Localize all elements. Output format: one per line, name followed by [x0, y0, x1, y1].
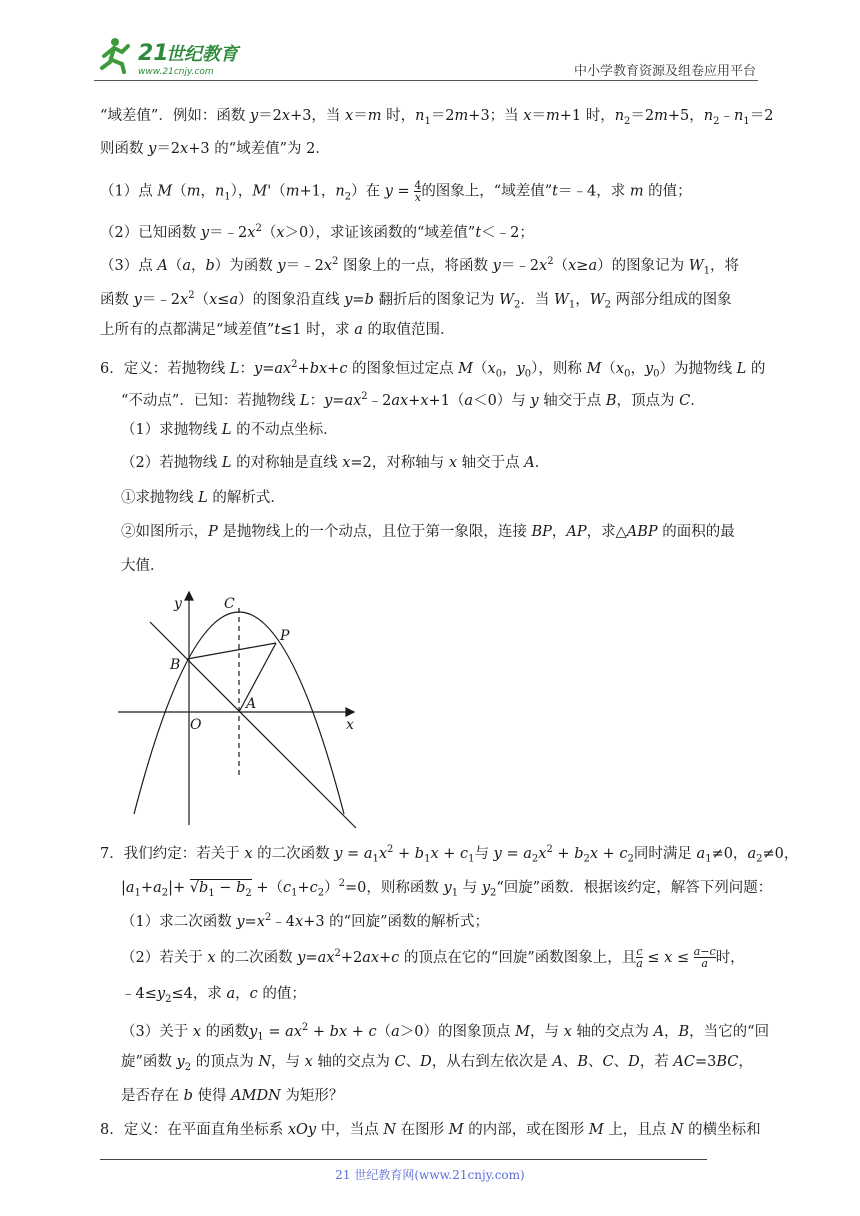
text-line: 大值． — [121, 558, 165, 574]
header-divider — [94, 80, 758, 81]
label-a: A — [246, 696, 257, 712]
text-line: （1）求抛物线 L 的不动点坐标． — [121, 422, 338, 438]
text-line: 函数 $y=﹣2x^2(x\le a)$的图象沿直线 y=b 翻折后的图象记为 $W_2$．当 $W_1$，$W_2$ 两部分组成的图象 — [100, 290, 732, 311]
platform-name: 中小学教育资源及组卷应用平台 — [573, 64, 756, 79]
label-o: O — [190, 717, 202, 733]
y-axis-arrow — [185, 592, 193, 600]
text-line: （1）点 M（m，$n_1$），M'（m+1，$n_2$）在 y = $\frac{4}{x}$ 的图象上，“域差值”t＝﹣4，求 m 的值； — [100, 179, 692, 204]
svg-text:21: 21 — [138, 41, 169, 66]
segment-ap — [239, 643, 276, 712]
label-c: C — [224, 596, 235, 612]
text-line: $﹣4\le y_2\le 4$，求 a，c 的值； — [121, 986, 306, 1005]
segment-bp — [187, 643, 276, 659]
question-7-line: 7．我们约定：若关于 x 的二次函数 $y = a_1x^2 + b_1x + c_1$与 $y = a_2x^2 + b_2x + c_2$同时满足 $a_1\ne 0$，$a_2\ne 0$， — [100, 844, 799, 865]
text-line: （3）点 A（a，b）为函数 $y=﹣2x^2$ 图象上的一点，将函数 $y=﹣2x^2(x\ge a)$的图象记为 $W_1$，将 — [100, 256, 739, 277]
text-line: （3）关于 x 的函数$y_1 = ax^2$ + bx + c（a＞0）的图象顶点 M，与 x 轴的交点为 A，B，当它的“回 — [121, 1022, 770, 1043]
text-line: 是否存在 b 使得 AMDN 为矩形？ — [121, 1088, 344, 1104]
line-ba — [150, 622, 356, 828]
page-header — [0, 0, 860, 82]
question-8-line: 8．定义：在平面直角坐标系 xOy 中，当点 N 在图形 M 的内部，或在图形 M 上，且点 N 的横坐标和 — [100, 1122, 761, 1138]
text-line: 上所有的点都满足“域差值”t≤1 时，求 a 的取值范围． — [100, 322, 455, 338]
text-line: $|a_1+a_2|+ √b_1 - b_2 +(c_1+c_2)^2=0$，则称函数 $y_1$ 与 $y_2“$回旋”函数．根据该约定，解答下列问题： — [121, 878, 773, 899]
footer-source[interactable]: 21 世纪教育网(www.21cnjy.com) — [335, 1168, 525, 1182]
text-line: ①求抛物线 L 的解析式． — [121, 490, 285, 506]
svg-text:世纪教育: 世纪教育 — [166, 44, 238, 65]
x-axis-arrow — [346, 708, 354, 716]
parabola-figure — [118, 590, 368, 830]
svg-text:www.21cnjy.com: www.21cnjy.com — [138, 67, 214, 77]
text-line: ②如图所示，P 是抛物线上的一个动点，且位于第一象限，连接 BP，AP，求△ABP 的面积的最 — [121, 524, 735, 540]
text-line: “不动点”．已知：若抛物线 L：$y=ax^2﹣2ax+x+1(a<0)$与 y 轴交于点 B，顶点为 C． — [121, 391, 705, 409]
text-line: 则函数 y＝2x+3 的“域差值”为 2． — [100, 141, 330, 157]
text-line: 旋”函数 $y_2$ 的顶点为 N，与 x 轴的交点为 C、D，从右到左依次是 A、B、C、D，若 AC=3BC， — [121, 1054, 753, 1073]
label-y: y — [174, 596, 182, 612]
question-6-line: 6．定义：若抛物线 L：$y=ax^2+bx+c$ 的图象恒过定点 $M(x_0$，$y_0$），则称 $M(x_0$，$y_0$）为抛物线 L 的 — [100, 359, 766, 380]
footer-divider — [100, 1159, 707, 1160]
text-line: （2）已知函数 $y=﹣2x^2(x>0)$，求证该函数的“域差值”t＜﹣2； — [100, 223, 534, 241]
text-line: （2）若关于 x 的二次函数 $y=ax^2+2ax+c$ 的顶点在它的“回旋”函数图象上，且 $\frac{c}{a}$ ≤ x ≤ $\frac{a-c}{a}$ 时， — [121, 945, 745, 971]
text-line: （1）求二次函数 $y=x^2﹣4x+3$ 的“回旋”函数的解析式； — [121, 912, 489, 930]
label-b: B — [170, 657, 181, 673]
logo-icon — [94, 34, 264, 78]
label-p: P — [280, 628, 290, 644]
label-x: x — [346, 717, 354, 733]
text-line: “域差值”．例如：函数 y＝2x+3，当 x＝m 时，$n_1=2m+3$；当 x＝m+1 时，$n_2=2m+5$，$n_2﹣n_1=2$ — [100, 108, 774, 127]
text-line: （2）若抛物线 L 的对称轴是直线 x=2，对称轴与 x 轴交于点 A． — [121, 455, 550, 471]
